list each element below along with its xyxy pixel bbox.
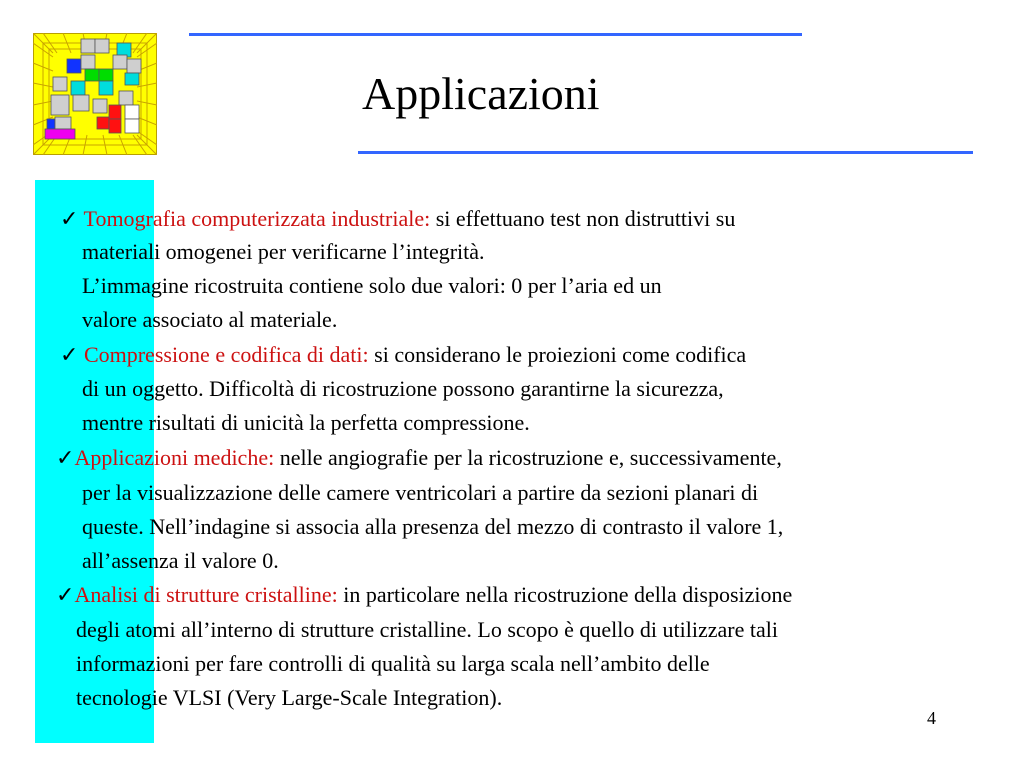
bullet-4-line-3: informazioni per fare controlli di qualità su larga scala nell’ambito delle (76, 651, 710, 676)
bullet-1-line-4: valore associato al materiale. (82, 307, 338, 332)
bullet-3-text: nelle angiografie per la ricostruzione e, successivamente, (274, 445, 782, 470)
checkmark-icon: ✓ (60, 206, 79, 231)
bullet-1-line-2: materiali omogenei per verificarne l’integrità. (82, 239, 485, 264)
bullet-1-first-line (60, 206, 735, 232)
bullet-2-line-2: di un oggetto. Difficoltà di ricostruzione possono garantirne la sicurezza, (82, 376, 724, 401)
checkmark-icon: ✓ (56, 582, 75, 607)
bullet-3-line-3: queste. Nell’indagine si associa alla presenza del mezzo di contrasto il valore 1, (82, 514, 784, 539)
bullet-3-line-2: per la visualizzazione delle camere ventricolari a partire da sezioni planari di (82, 480, 759, 505)
bullet-3-highlight: Applicazioni mediche: (74, 445, 275, 470)
bullet-1-text: si effettuano test non distruttivi su (430, 206, 736, 231)
bullet-1-highlight: Tomografia computerizzata industriale: (83, 206, 431, 231)
bullet-2-line-3: mentre risultati di unicità la perfetta compressione. (82, 410, 530, 435)
bullet-2-highlight: Compressione e codifica di dati: (83, 342, 369, 367)
slide-title: Applicazioni (362, 68, 600, 119)
bullet-1-line-3: L’immagine ricostruita contiene solo due valori: 0 per l’aria ed un (82, 273, 662, 298)
bullet-4-first-line (56, 582, 792, 608)
checkmark-icon: ✓ (60, 342, 79, 367)
bullet-4-text: in particolare nella ricostruzione della disposizione (337, 582, 793, 607)
checkmark-icon: ✓ (56, 445, 75, 470)
bullet-2-text: si considerano le proiezioni come codifica (368, 342, 747, 367)
bullet-3-first-line (56, 445, 782, 471)
bullet-3-line-4: all’assenza il valore 0. (82, 548, 279, 573)
bullet-4-line-4: tecnologie VLSI (Very Large-Scale Integration). (76, 685, 503, 710)
page-number: 4 (927, 708, 936, 728)
bullet-4-line-2: degli atomi all’interno di strutture cristalline. Lo scopo è quello di utilizzare tali (76, 617, 778, 642)
bullet-2-first-line (60, 342, 746, 368)
bullet-4-highlight: Analisi di strutture cristalline: (74, 582, 338, 607)
